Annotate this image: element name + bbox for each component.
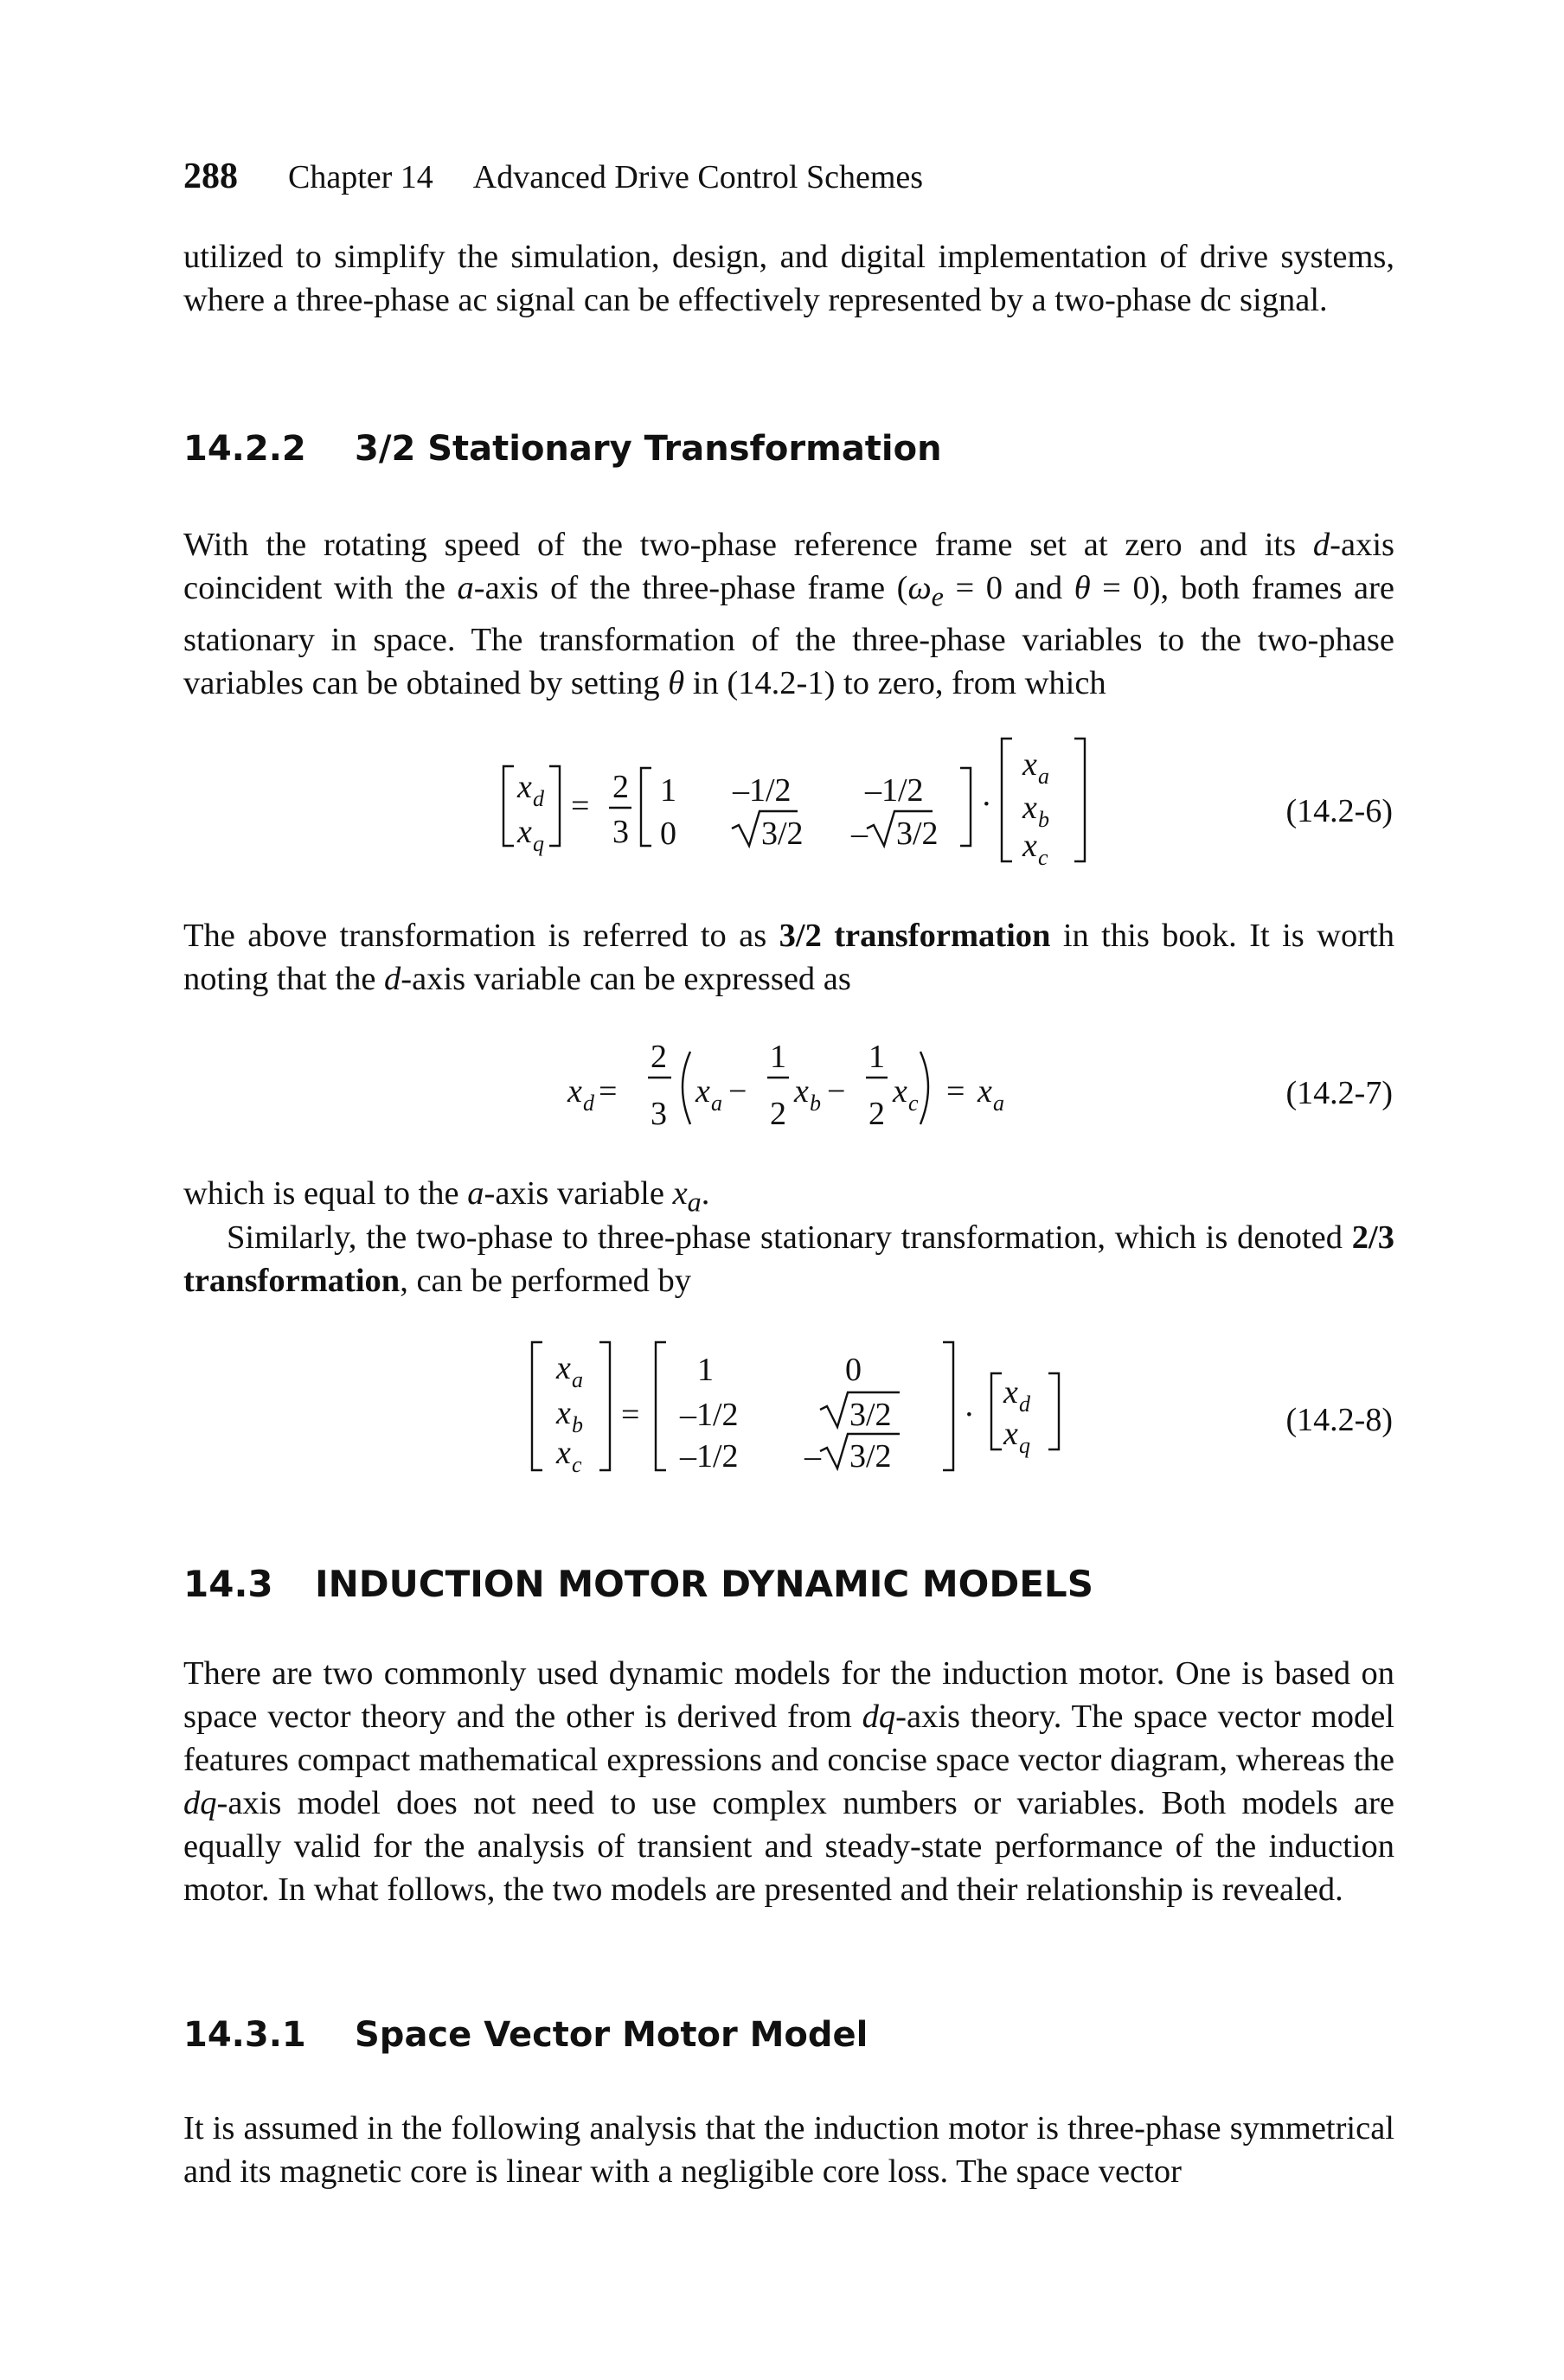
- svg-text:·: ·: [964, 1397, 975, 1433]
- svg-text:c: c: [908, 1091, 919, 1116]
- svg-text:3: 3: [612, 814, 629, 850]
- svg-text:3/2: 3/2: [761, 816, 804, 852]
- svg-text:1: 1: [697, 1352, 714, 1388]
- svg-text:–1/2: –1/2: [865, 772, 924, 809]
- svg-text:c: c: [1038, 845, 1048, 870]
- svg-text:q: q: [1019, 1433, 1030, 1458]
- svg-text:2: 2: [651, 1039, 667, 1075]
- paragraph-2-3-transformation: Similarly, the two-phase to three-phase stationary transformation, which is denoted 2/3 transformation, can be performed by: [183, 1219, 1394, 1299]
- equation-number-14-2-7: (14.2-7): [1285, 1075, 1393, 1111]
- section-title: 3/2 Stationary Transformation: [355, 429, 942, 469]
- svg-text:0: 0: [845, 1352, 862, 1388]
- svg-text:2: 2: [770, 1096, 786, 1132]
- svg-text:x: x: [695, 1073, 710, 1110]
- svg-text:=: =: [599, 1073, 618, 1110]
- equation-number-14-2-6: (14.2-6): [1285, 793, 1393, 829]
- svg-text:x: x: [517, 814, 532, 850]
- svg-text:=: =: [621, 1397, 640, 1433]
- svg-text:3/2: 3/2: [849, 1438, 892, 1475]
- section-title: Space Vector Motor Model: [355, 2015, 869, 2055]
- running-head: [183, 156, 923, 197]
- equation-14-2-8: [0, 1332, 1564, 1483]
- section-number: 14.3: [183, 1563, 273, 1605]
- svg-text:a: a: [711, 1091, 722, 1116]
- svg-text:=: =: [571, 788, 590, 824]
- paragraph-intro: utilized to simplify the simulation, design, and digital implementation of drive systems, where a three-phase ac signal can be effectively represented by a two-phase dc signal.: [183, 239, 1394, 318]
- svg-text:3/2: 3/2: [896, 816, 939, 852]
- section-heading-14-2-2: [183, 429, 942, 469]
- svg-text:x: x: [556, 1435, 571, 1471]
- svg-text:–1/2: –1/2: [680, 1438, 739, 1475]
- chapter-label: Chapter 14: [288, 159, 433, 195]
- svg-text:d: d: [1019, 1392, 1030, 1417]
- svg-text:x: x: [1022, 746, 1037, 783]
- svg-text:x: x: [1003, 1416, 1018, 1452]
- svg-text:·: ·: [981, 786, 992, 822]
- svg-text:x: x: [567, 1073, 582, 1110]
- svg-text:3: 3: [651, 1096, 667, 1132]
- chapter-title: Advanced Drive Control Schemes: [472, 159, 924, 195]
- svg-text:x: x: [556, 1395, 571, 1431]
- svg-text:x: x: [556, 1350, 571, 1386]
- svg-text:−: −: [728, 1073, 747, 1110]
- paragraph-3-2-transformation: The above transformation is referred to as 3/2 transformation in this book. It is worth noting that the d-axis variable can be expressed as: [183, 918, 1394, 997]
- svg-text:1: 1: [869, 1039, 885, 1075]
- svg-text:b: b: [572, 1412, 583, 1437]
- svg-text:b: b: [810, 1091, 821, 1116]
- svg-text:x: x: [978, 1073, 992, 1110]
- svg-text:–: –: [804, 1438, 821, 1475]
- paragraph-space-vector-model: It is assumed in the following analysis that the induction motor is three-phase symmetrical and its magnetic core is linear with a negligible core loss. The space vector: [183, 2110, 1394, 2190]
- paragraph-equal-a-axis: which is equal to the a-axis variable $x_a$.: [183, 1175, 710, 1218]
- svg-text:2: 2: [869, 1096, 885, 1132]
- section-number: 14.3.1: [183, 2015, 306, 2055]
- svg-text:1: 1: [660, 772, 676, 809]
- section-title: INDUCTION MOTOR DYNAMIC MODELS: [315, 1563, 1093, 1605]
- svg-text:a: a: [1038, 764, 1049, 789]
- svg-text:2: 2: [612, 769, 629, 805]
- svg-text:−: −: [827, 1073, 846, 1110]
- svg-text:=: =: [946, 1073, 965, 1110]
- svg-text:x: x: [794, 1073, 809, 1110]
- svg-text:x: x: [1022, 790, 1037, 826]
- svg-text:d: d: [533, 786, 544, 811]
- svg-text:x: x: [893, 1073, 907, 1110]
- equation-14-2-7: [0, 1029, 1564, 1150]
- svg-text:a: a: [993, 1091, 1004, 1116]
- svg-text:–1/2: –1/2: [733, 772, 792, 809]
- svg-text:3/2: 3/2: [849, 1397, 892, 1433]
- equation-14-2-6: [0, 726, 1564, 873]
- paragraph-stationary: With the rotating speed of the two-phase reference frame set at zero and its d-axis coincident with the a-axis of the three-phase frame ($\omega_e = 0$ and θ = 0), both frames are stationary in space. The transformation of the three-phase variables to the two-phase variables can be obtained by setting θ in (14.2-1) to zero, from which: [183, 527, 1394, 701]
- svg-text:x: x: [517, 769, 532, 805]
- section-number: 14.2.2: [183, 429, 306, 469]
- section-heading-14-3-1: [183, 2015, 868, 2055]
- paragraph-dynamic-models: There are two commonly used dynamic models for the induction motor. One is based on space vector theory and the other is derived from dq-axis theory. The space vector model features compact mathematical expressions and concise space vector diagram, whereas the dq-axis model does not need to use complex numbers or variables. Both models are equally valid for the analysis of transient and steady-state performance of the induction motor. In what follows, the two models are presented and their relationship is revealed.: [183, 1655, 1394, 1908]
- page-number: 288: [183, 157, 238, 196]
- svg-text:a: a: [572, 1367, 583, 1392]
- svg-text:x: x: [1003, 1374, 1018, 1411]
- svg-text:–: –: [851, 816, 868, 852]
- svg-text:1: 1: [770, 1039, 786, 1075]
- svg-text:q: q: [533, 831, 544, 856]
- svg-text:b: b: [1038, 807, 1049, 832]
- svg-text:c: c: [572, 1452, 582, 1477]
- svg-text:–1/2: –1/2: [680, 1397, 739, 1433]
- svg-text:d: d: [583, 1091, 594, 1116]
- svg-text:0: 0: [660, 816, 676, 852]
- section-heading-14-3: [183, 1563, 1093, 1605]
- svg-text:x: x: [1022, 828, 1037, 864]
- equation-number-14-2-8: (14.2-8): [1285, 1402, 1393, 1438]
